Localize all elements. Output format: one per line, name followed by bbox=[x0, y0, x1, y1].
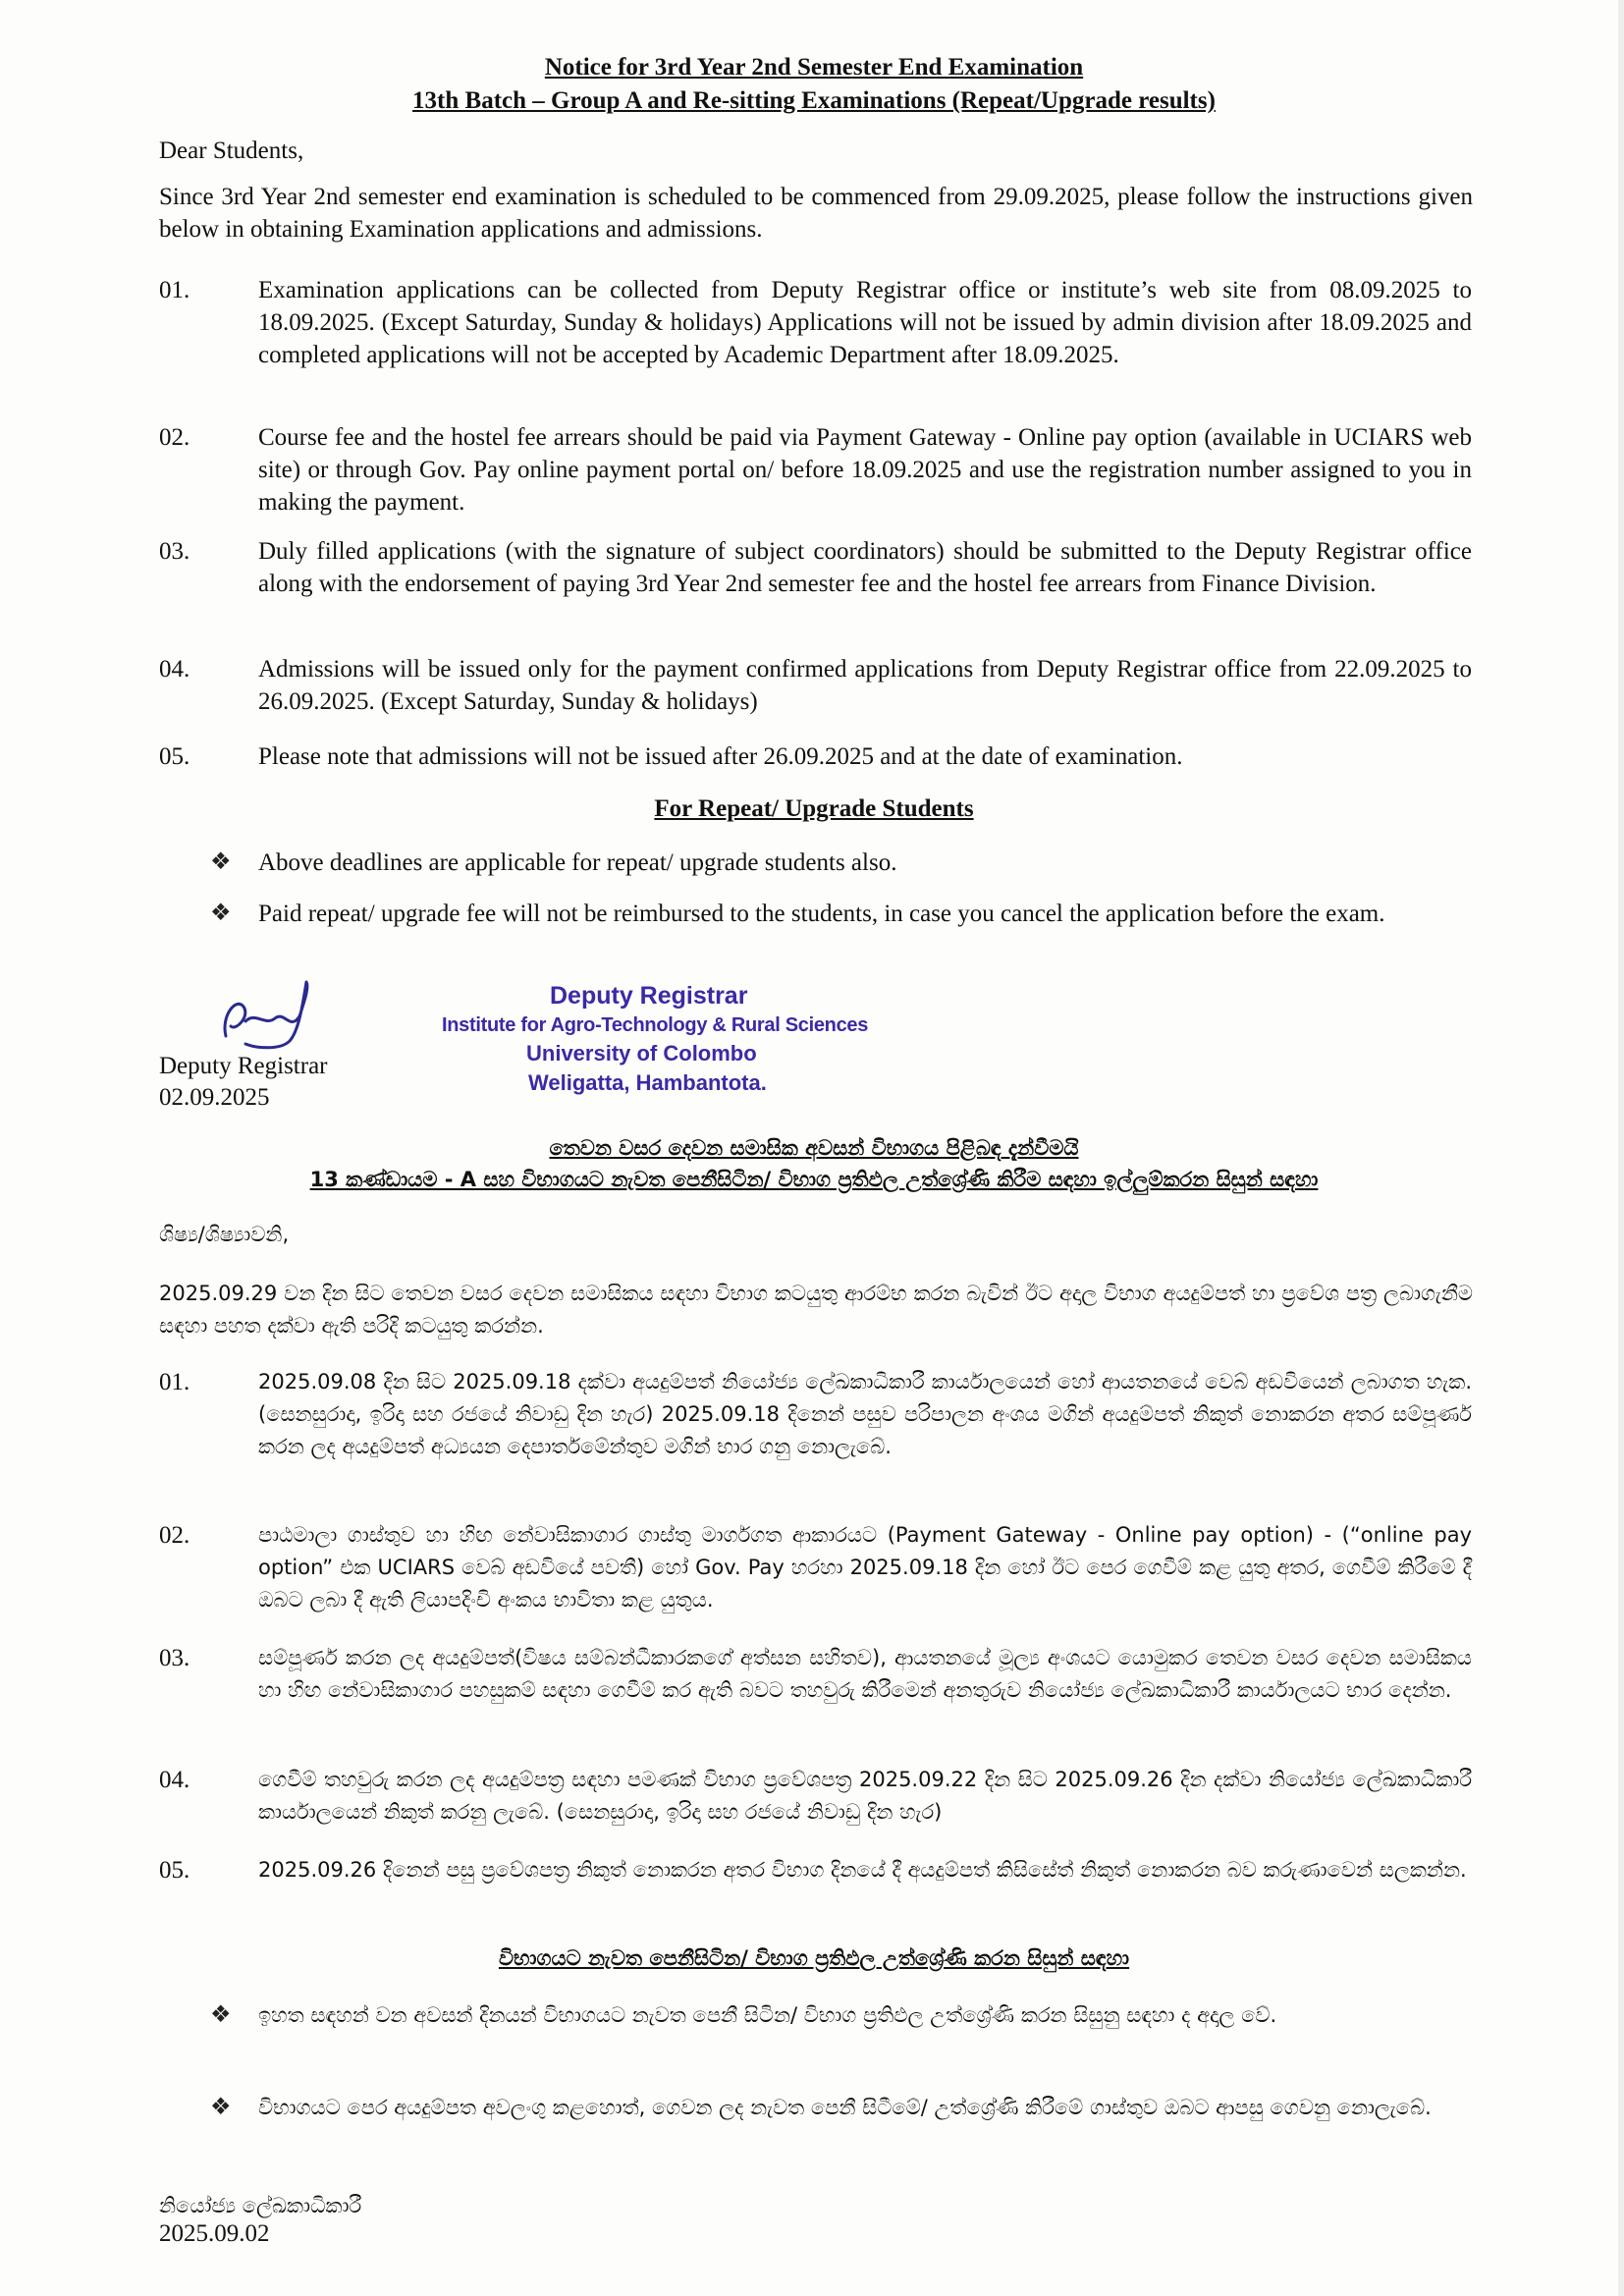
bullet-diamond-icon: ❖ bbox=[210, 2095, 232, 2120]
sinhala-item-text: 2025.09.26 දිනෙන් පසු ප්‍රවේශපත්‍ර නිකුත් නොකරන අතර විභාග දිනයේ දී අයදුම්පත් කිසිසේත් නිකුත් නොකරන බව කරුණාවෙන් සලකන්න. bbox=[258, 1858, 1467, 1882]
english-title-line1: Notice for 3rd Year 2nd Semester End Examination bbox=[544, 54, 1084, 81]
bullet-diamond-icon: ❖ bbox=[210, 849, 232, 875]
sinhala-item-number: 04. bbox=[159, 1767, 190, 1793]
english-item-text: Admissions will be issued only for the payment confirmed applications from Deputy Registrar office from 22.09.2025 to 26.09.2025. (Except Saturday, Sunday & holidays) bbox=[258, 656, 1472, 715]
sinhala-item-number: 02. bbox=[159, 1522, 190, 1549]
english-item-text: Please note that admissions will not be issued after 26.09.2025 and at the date of examination. bbox=[258, 743, 1183, 770]
scan-edge bbox=[1618, 0, 1624, 2296]
stamp-line: Deputy Registrar bbox=[550, 982, 748, 1010]
english-signatory: Deputy Registrar bbox=[159, 1053, 328, 1079]
sinhala-item-text: 2025.09.08 දින සිට 2025.09.18 දක්වා අයදුම්පත් නියෝජ්‍ය ලේඛකාධිකාරී කාර්යාලයෙන් හෝ ආයතනයේ වෙබ් අඩවියෙන් ලබාගත හැක. (සෙනසුරාදා, ඉරිදා සහ රජයේ නිවාඩු දින හැර) 2025.09.18 දිනෙන් පසුව පරිපාලන අංශය මගින් අයදුම්පත් නිකුත් නොකරන අතර සම්පූර්ණ කරන ලද අයදුම්පත් අධ්‍යයන දෙපාර්තමේන්තුව මගින් භාර ගනු නොලැබේ. bbox=[258, 1370, 1472, 1458]
sinhala-item-number: 05. bbox=[159, 1857, 190, 1884]
stamp-line: Weligatta, Hambantota. bbox=[528, 1070, 767, 1095]
sinhala-intro: 2025.09.29 වන දින සිට තෙවන වසර දෙවන සමාසිකය සඳහා විභාග කටයුතු ආරම්භ කරන බැවින් ඊට අදාල විභාග අයදුම්පත් හා ප්‍රවේශ පත්‍ර ලබාගැනීම සඳහා පහත දක්වා ඇති පරිදි කටයුතු කරන්න. bbox=[159, 1282, 1473, 1338]
english-bullet-text: Paid repeat/ upgrade fee will not be reimbursed to the students, in case you cancel the application before the exam. bbox=[258, 901, 1385, 927]
bullet-diamond-icon: ❖ bbox=[210, 901, 232, 926]
english-item-text: Course fee and the hostel fee arrears should be paid via Payment Gateway - Online pay option (available in UCIARS web site) or through Gov. Pay online payment portal on/ before 18.09.2025 and use the registration number assigned to you in making the payment. bbox=[258, 424, 1472, 516]
english-item-text: Duly filled applications (with the signature of subject coordinators) should be submitted to the Deputy Registrar office along with the endorsement of paying 3rd Year 2nd semester fee and the hostel fee arrears from Finance Division. bbox=[258, 538, 1472, 597]
english-intro: Since 3rd Year 2nd semester end examination is scheduled to be commenced from 29.09.2025, please follow the instructions given below in obtaining Examination applications and admissions. bbox=[159, 184, 1473, 243]
english-item-number: 02. bbox=[159, 424, 190, 451]
sinhala-item-text: ගෙවීම් තහවුරු කරන ලද අයදුම්පත්‍ර සඳහා පමණක් විභාග ප්‍රවේශපත්‍ර 2025.09.22 දින සිට 2025.09.26 දින දක්වා නියෝජ්‍ය ලේඛකාධිකාරී කාර්යාලයෙන් නිකුත් කරනු ලැබේ. (සෙනසුරාදා, ඉරිදා සහ රජයේ නිවාඩු දින හැර) bbox=[258, 1768, 1472, 1824]
sinhala-date: 2025.09.02 bbox=[159, 2220, 270, 2247]
official-stamp bbox=[442, 980, 874, 1098]
english-title-line2: 13th Batch – Group A and Re-sitting Examinations (Repeat/Upgrade results) bbox=[412, 87, 1216, 114]
sinhala-title-line1: තෙවන වසර දෙවන සමාසික අවසන් විභාගය පිළිබඳ දැන්වීමයි bbox=[549, 1136, 1079, 1160]
sinhala-bullet-text: විභාගයට පෙර අයදුම්පත අවලංගු කළහොත්, ගෙවන ලද නැවත පෙනී සිටීමේ/ උත්ශ්‍රේණි කිරීමේ ගාස්තුව ඔබට ආපසු ගෙවනු නොලැබේ. bbox=[258, 2096, 1432, 2119]
bullet-diamond-icon: ❖ bbox=[210, 2002, 232, 2028]
sinhala-title-line2: 13 කණ්ඩායම - A සහ විභාගයට නැවත පෙනීසිටින/ විභාග ප්‍රතිඵල උත්ශ්‍රේණි කිරීම සඳහා ඉල්ලුම්කරන සිසුන් සඳහා bbox=[309, 1168, 1319, 1191]
sinhala-signatory: නියෝජ්‍ය ලේඛකාධිකාරී bbox=[159, 2194, 362, 2217]
english-salutation: Dear Students, bbox=[159, 137, 304, 164]
stamp-line: University of Colombo bbox=[526, 1041, 757, 1066]
english-item-text: Examination applications can be collected from Deputy Registrar office or institute’s web site from 08.09.2025 to 18.09.2025. (Except Saturday, Sunday & holidays) Applications will not be issued by admin division after 18.09.2025 and completed applications will not be accepted by Academic Department after 18.09.2025. bbox=[258, 277, 1472, 368]
sinhala-salutation: ශිෂ්‍ය/ශිෂ්‍යාවනි, bbox=[159, 1223, 290, 1246]
english-item-number: 05. bbox=[159, 743, 190, 770]
english-date: 02.09.2025 bbox=[159, 1084, 270, 1111]
sinhala-item-text: සම්පූර්ණ කරන ලද අයදුම්පත්(විෂය සම්බන්ධීකාරකගේ අත්සන සහිතව), ආයතනයේ මූල්‍ය අංශයට යොමුකර තෙවන වසර දෙවන සමාසිකය හා හිඟ නේවාසිකාගාර පහසුකම් සඳහා ගෙවීම් කර ඇති බවට තහවුරු කිරීමෙන් අනතුරුව නියෝජ්‍ය ලේඛකාධිකාරී කාර්යාලයට භාර දෙන්න. bbox=[258, 1646, 1472, 1702]
english-item-number: 01. bbox=[159, 277, 190, 303]
sinhala-item-number: 03. bbox=[159, 1645, 190, 1671]
english-bullet-text: Above deadlines are applicable for repeat/ upgrade students also. bbox=[258, 849, 897, 876]
english-item-number: 03. bbox=[159, 538, 190, 565]
sinhala-repeat-heading: විභාගයට නැවත පෙනීසිටින/ විභාග ප්‍රතිඵල උත්ශ්‍රේණි කරන සිසුන් සඳහා bbox=[498, 1946, 1130, 1970]
sinhala-item-number: 01. bbox=[159, 1369, 190, 1395]
english-item-number: 04. bbox=[159, 656, 190, 683]
sinhala-item-text: පාඨමාලා ගාස්තුව හා හිඟ නේවාසිකාගාර ගාස්තු මාර්ගගත ආකාරයට (Payment Gateway - Online pay option) - (“online pay option” එක UCIARS වෙබ් අඩවියේ පවතී) හෝ Gov. Pay හරහා 2025.09.18 දින හෝ ඊට පෙර ගෙවීම් කළ යුතු අතර, ගෙවීම් කිරීමේ දී ඔබට ලබා දී ඇති ලියාපදිංචි අංකය භාවිතා කළ යුතුය. bbox=[258, 1523, 1472, 1612]
english-repeat-heading: For Repeat/ Upgrade Students bbox=[654, 795, 974, 822]
sinhala-bullet-text: ඉහත සඳහන් වන අවසන් දිනයන් විභාගයට නැවත පෙනී සිටින/ විභාග ප්‍රතිඵල උත්ශ්‍රේණි කරන සිසුනු සඳහා ද අදාල වේ. bbox=[258, 2003, 1277, 2027]
stamp-line: Institute for Agro-Technology & Rural Sciences bbox=[442, 1014, 869, 1036]
